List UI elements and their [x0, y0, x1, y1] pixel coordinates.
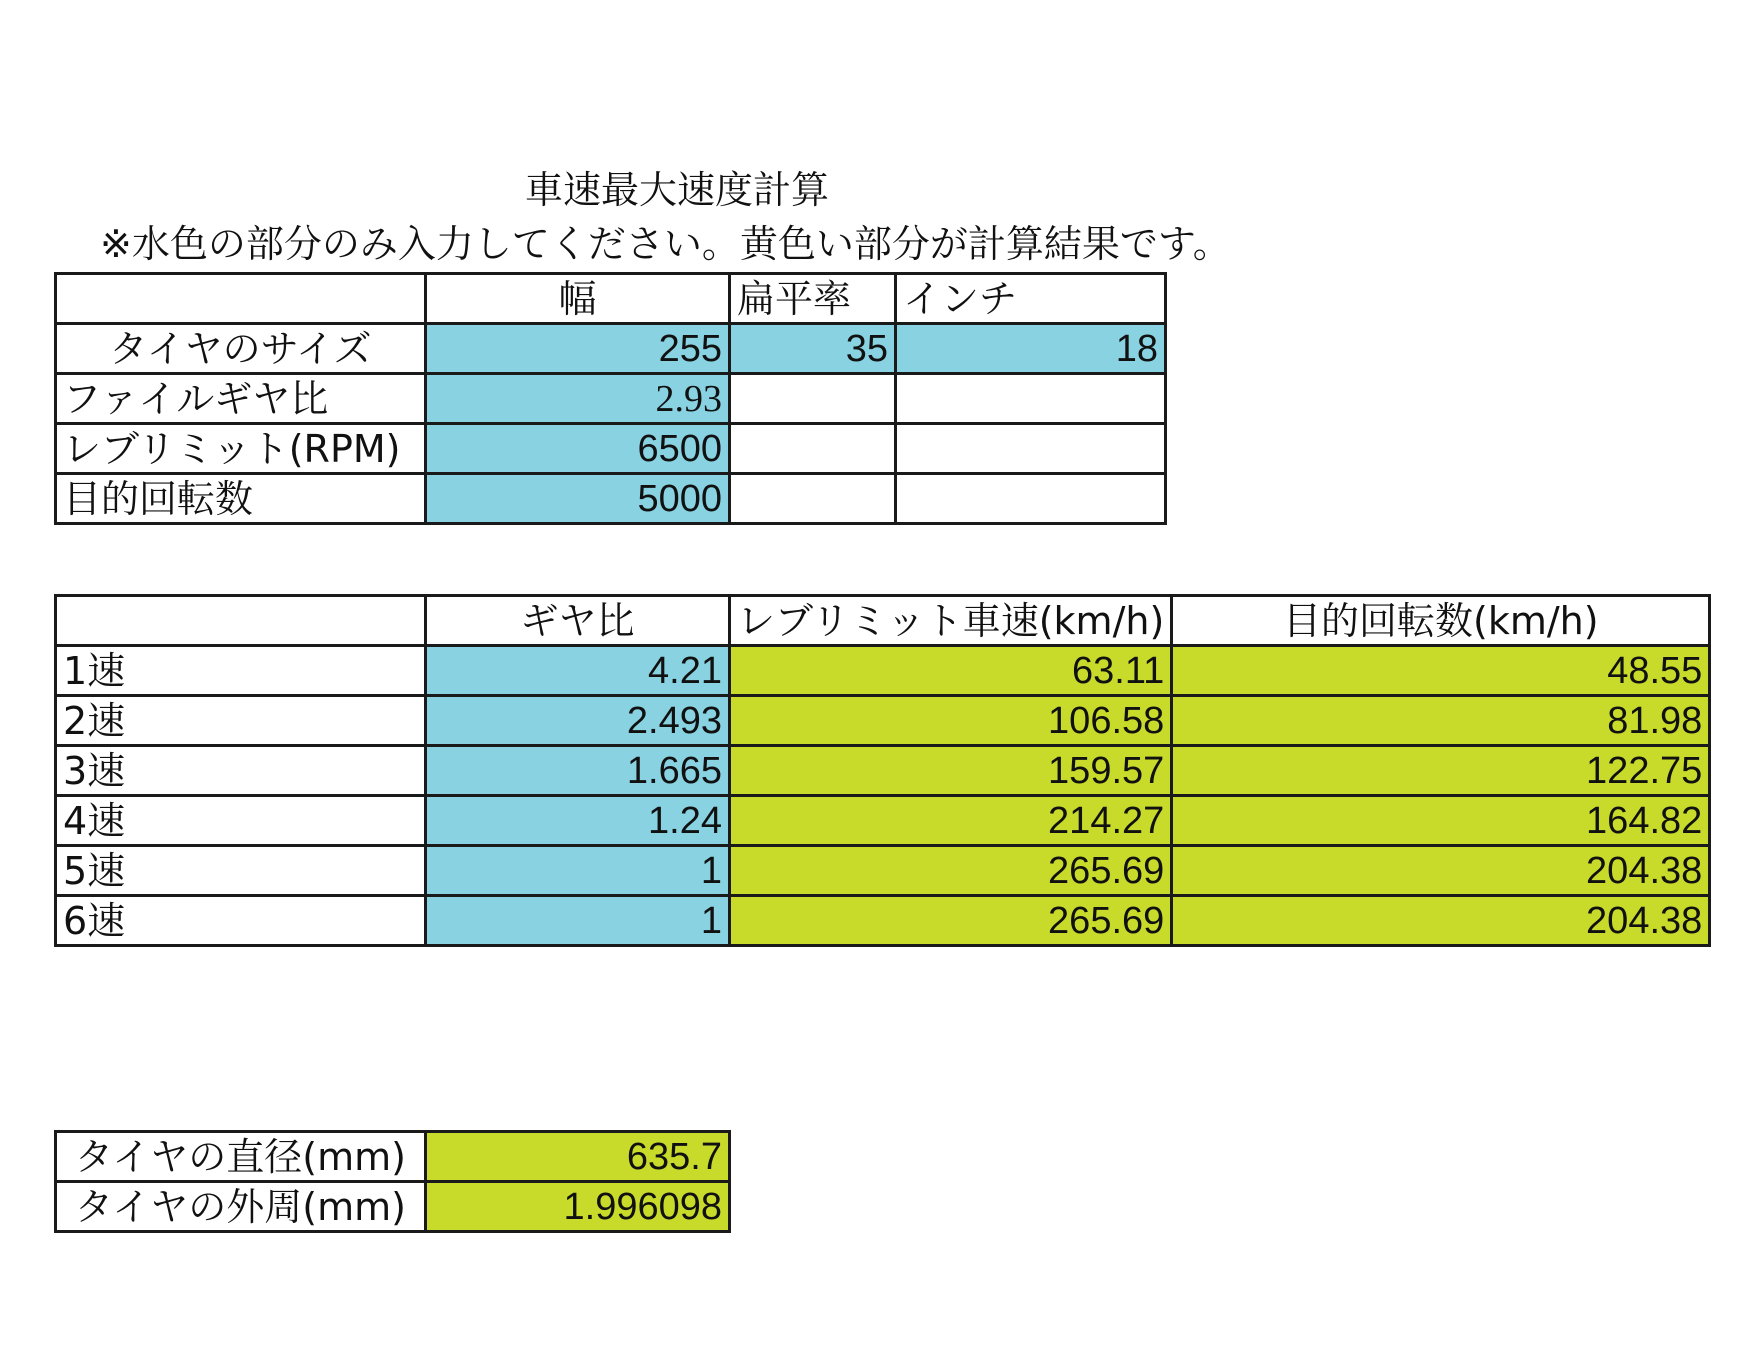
tire-spec-table [54, 272, 1167, 525]
rev-limit-label: レブリミット(RPM) [56, 424, 426, 474]
target-rpm-speed-result: 122.75 [1172, 746, 1710, 796]
rev-limit-speed-result: 106.58 [730, 696, 1172, 746]
gear-label: 2速 [56, 696, 426, 746]
gear-ratio-input[interactable]: 2.493 [426, 696, 730, 746]
tire-width-input[interactable]: 255 [426, 324, 730, 374]
tire-dimension-table [54, 1130, 731, 1233]
empty-cell[interactable] [896, 424, 1166, 474]
gear-label: 1速 [56, 646, 426, 696]
empty-cell[interactable] [730, 474, 896, 524]
tire-diameter-result: 635.7 [426, 1132, 730, 1182]
rev-limit-speed-result: 63.11 [730, 646, 1172, 696]
target-rpm-speed-result: 204.38 [1172, 846, 1710, 896]
rev-limit-row [56, 424, 1166, 474]
rev-limit-input[interactable]: 6500 [426, 424, 730, 474]
gear-label: 4速 [56, 796, 426, 846]
target-rpm-speed-result: 204.38 [1172, 896, 1710, 946]
final-gear-row [56, 374, 1166, 424]
sheet-title: 車速最大速度計算 [525, 168, 830, 212]
gear-row [56, 846, 1710, 896]
target-rpm-speed-result: 48.55 [1172, 646, 1710, 696]
header-width: 幅 [426, 274, 730, 324]
empty-cell[interactable] [896, 474, 1166, 524]
header-gear-ratio: ギヤ比 [426, 596, 730, 646]
gear-label: 6速 [56, 896, 426, 946]
target-rpm-speed-result: 164.82 [1172, 796, 1710, 846]
header-inch: インチ [896, 274, 1166, 324]
gear-label: 5速 [56, 846, 426, 896]
gear-header-row [56, 596, 1710, 646]
tire-size-row [56, 324, 1166, 374]
tire-circumference-result: 1.996098 [426, 1182, 730, 1232]
target-rpm-label: 目的回転数 [56, 474, 426, 524]
gear-row [56, 896, 1710, 946]
tire-spec-header-row [56, 274, 1166, 324]
rev-limit-speed-result: 159.57 [730, 746, 1172, 796]
final-gear-label: ファイルギヤ比 [56, 374, 426, 424]
tire-circumference-label: タイヤの外周(mm) [56, 1182, 426, 1232]
tire-diameter-row [56, 1132, 730, 1182]
header-blank-cell [56, 274, 426, 324]
header-blank-cell [56, 596, 426, 646]
target-rpm-input[interactable]: 5000 [426, 474, 730, 524]
empty-cell[interactable] [730, 424, 896, 474]
gear-row [56, 696, 1710, 746]
tire-circumference-row [56, 1182, 730, 1232]
tire-diameter-label: タイヤの直径(mm) [56, 1132, 426, 1182]
target-rpm-row [56, 474, 1166, 524]
gear-ratio-input[interactable]: 1 [426, 896, 730, 946]
target-rpm-speed-result: 81.98 [1172, 696, 1710, 746]
tire-size-label: タイヤのサイズ [56, 324, 426, 374]
gear-speed-table [54, 594, 1711, 947]
header-aspect-ratio: 扁平率 [730, 274, 896, 324]
empty-cell[interactable] [896, 374, 1166, 424]
gear-row [56, 746, 1710, 796]
empty-cell[interactable] [730, 374, 896, 424]
rev-limit-speed-result: 265.69 [730, 896, 1172, 946]
gear-ratio-input[interactable]: 1 [426, 846, 730, 896]
tire-inch-input[interactable]: 18 [896, 324, 1166, 374]
rev-limit-speed-result: 265.69 [730, 846, 1172, 896]
gear-label: 3速 [56, 746, 426, 796]
header-rev-limit-speed: レブリミット車速(km/h) [730, 596, 1172, 646]
final-gear-input[interactable]: 2.93 [426, 374, 730, 424]
gear-ratio-input[interactable]: 1.665 [426, 746, 730, 796]
header-target-rpm-speed: 目的回転数(km/h) [1172, 596, 1710, 646]
gear-ratio-input[interactable]: 1.24 [426, 796, 730, 846]
gear-row [56, 796, 1710, 846]
instruction-note: ※水色の部分のみ入力してください。黄色い部分が計算結果です。 [100, 222, 1231, 266]
tire-aspect-input[interactable]: 35 [730, 324, 896, 374]
gear-row [56, 646, 1710, 696]
gear-ratio-input[interactable]: 4.21 [426, 646, 730, 696]
rev-limit-speed-result: 214.27 [730, 796, 1172, 846]
